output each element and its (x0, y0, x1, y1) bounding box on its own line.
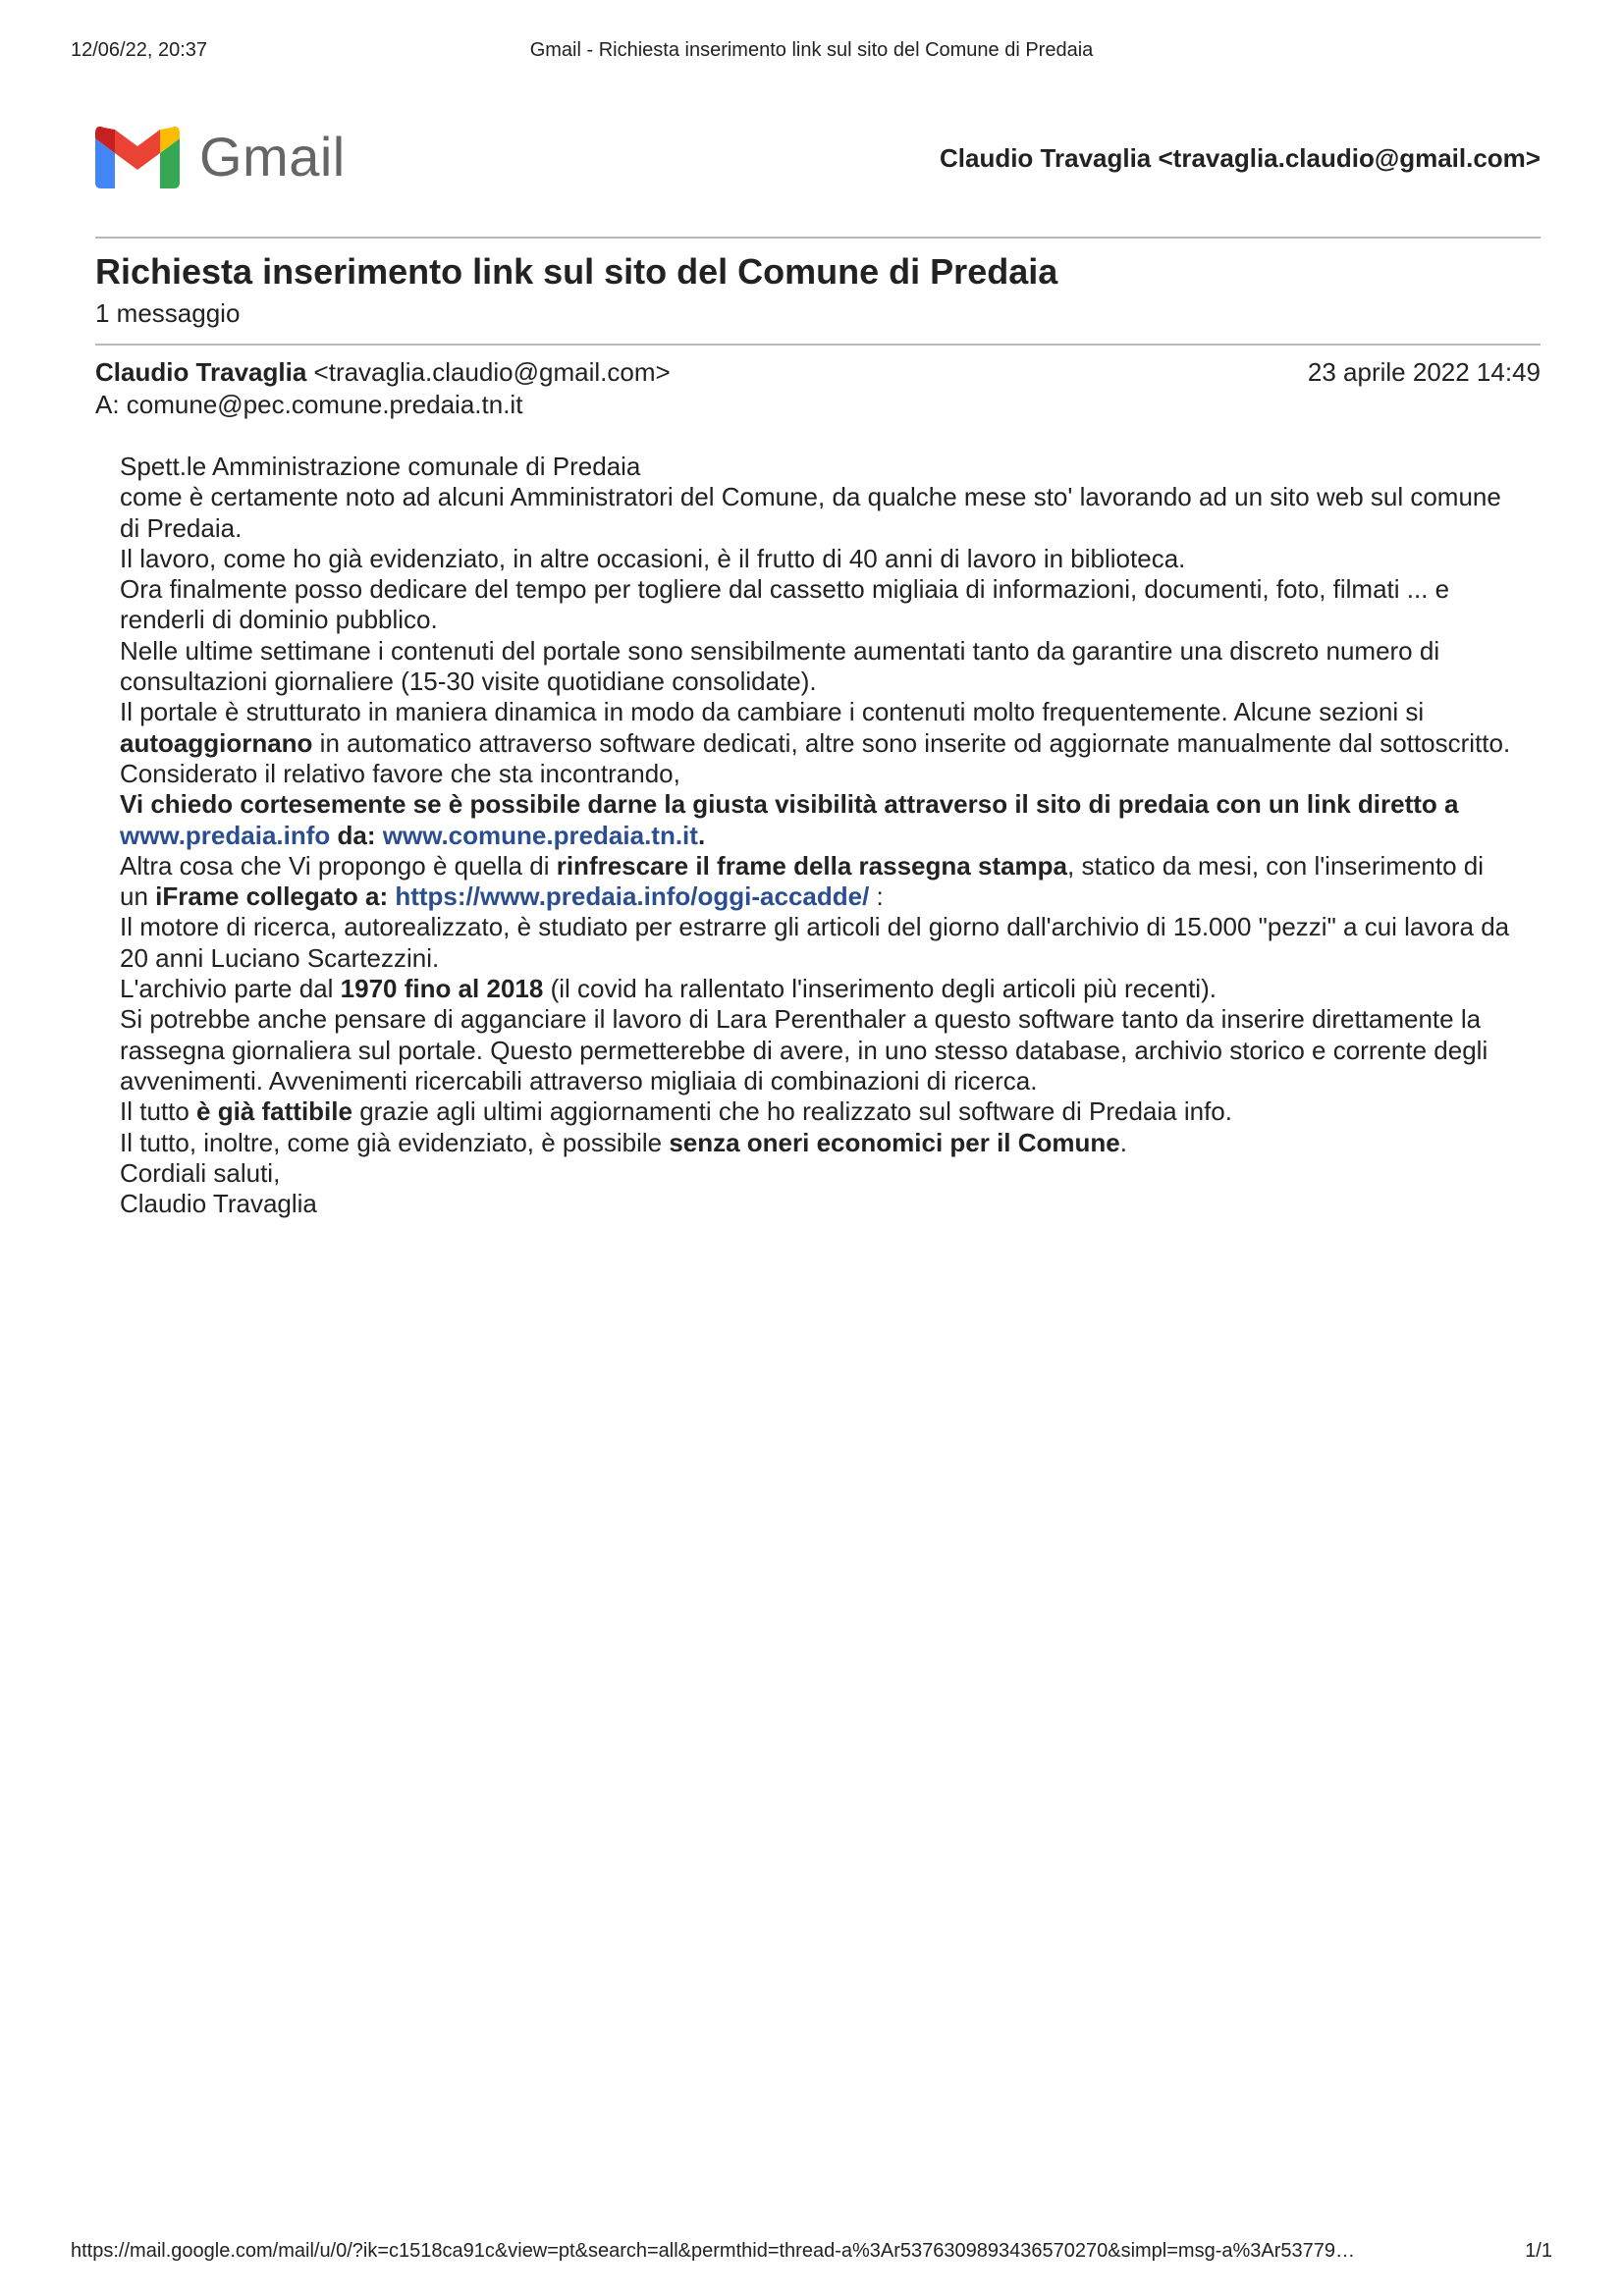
print-header (71, 39, 1552, 63)
gmail-wordmark: Gmail (199, 126, 346, 187)
message-body (120, 452, 1514, 1219)
body-line: Ora finalmente posso dedicare del tempo per togliere dal cassetto migliaia di informazioni, documenti, foto, filmati ... e renderli di dominio pubblico. (120, 574, 1450, 635)
page-number: 1/1 (1525, 2240, 1552, 2262)
body-line: Il motore di ricerca, autorealizzato, è studiato per estrarre gli articoli del giorno dall'archivio di 15.000 "pezzi" a cui lavora da 20 anni Luciano Scartezzini. (120, 912, 1510, 973)
body-line: Claudio Travaglia (120, 1189, 317, 1219)
body-line: Il lavoro, come ho già evidenziato, in altre occasioni, è il frutto di 40 anni di lavoro in biblioteca. (120, 543, 1186, 573)
account-identity: Claudio Travaglia <travaglia.claudio@gmail.com> (939, 143, 1541, 173)
sender-line (95, 357, 671, 388)
gmail-logo (95, 126, 346, 188)
body-line: Cordiali saluti, (120, 1157, 281, 1188)
divider (95, 344, 1541, 346)
sender-email: <travaglia.claudio@gmail.com> (313, 357, 671, 387)
recipient-line: A: comune@pec.comune.predaia.tn.it (95, 390, 523, 419)
thread-subject: Richiesta inserimento link sul sito del Comune di Predaia (95, 251, 1058, 292)
link-oggi-accadde[interactable]: https://www.predaia.info/oggi-accadde/ (395, 881, 870, 912)
gmail-m-logo-icon (95, 126, 180, 188)
print-title: Gmail - Richiesta inserimento link sul sito del Comune di Predaia (529, 39, 1094, 61)
print-url: https://mail.google.com/mail/u/0/?ik=c1518ca91c&view=pt&search=all&permthid=thread-a%3Ar5376309893436570270&simpl=msg-a%3Ar53779… (71, 2240, 1356, 2262)
body-line: Considerato il relativo favore che sta incontrando, (120, 758, 680, 788)
body-line: Vi chiedo cortesemente se è possibile darne la giusta visibilità attraverso il sito di predaia con un link diretto a www.predaia.info da: www.comune.predaia.tn.it. (120, 789, 1459, 850)
body-line: Il portale è strutturato in maniera dinamica in modo da cambiare i contenuti molto frequentemente. Alcune sezioni si autoaggiornano in automatico attraverso software dedicati, altre sono inserite od aggiornate manualmente dal sottoscritto. (120, 697, 1511, 758)
link-comune-predaia[interactable]: www.comune.predaia.tn.it (382, 820, 698, 850)
body-line: Altra cosa che Vi propongo è quella di rinfrescare il frame della rassegna stampa, statico da mesi, con l'inserimento di un iFrame collegato a: https://www.predaia.info/oggi-accadde/ : (120, 850, 1485, 912)
divider (95, 237, 1541, 239)
print-footer (71, 2240, 1552, 2264)
body-line: L'archivio parte dal 1970 fino al 2018 (il covid ha rallentato l'inserimento degli articoli più recenti). (120, 974, 1217, 1004)
message-date: 23 aprile 2022 14:49 (1307, 357, 1541, 387)
body-line: Nelle ultime settimane i contenuti del portale sono sensibilmente aumentati tanto da garantire una discreto numero di consultazioni giornaliere (15-30 visite quotidiane consolidate). (120, 635, 1440, 697)
sender-name: Claudio Travaglia (95, 357, 307, 387)
link-predaia-info[interactable]: www.predaia.info (120, 820, 331, 850)
print-datetime: 12/06/22, 20:37 (71, 39, 208, 61)
body-line: Il tutto è già fattibile grazie agli ultimi aggiornamenti che ho realizzato sul software di Predaia info. (120, 1096, 1232, 1127)
message-count: 1 messaggio (95, 298, 241, 328)
body-line: come è certamente noto ad alcuni Amministratori del Comune, da qualche mese sto' lavorando ad un sito web sul comune di Predaia. (120, 482, 1501, 543)
body-line: Il tutto, inoltre, come già evidenziato, è possibile senza oneri economici per il Comune. (120, 1127, 1127, 1157)
body-line: Si potrebbe anche pensare di agganciare il lavoro di Lara Perenthaler a questo software tanto da inserire direttamente la rassegna giornaliera sul portale. Questo permetterebbe di avere, in uno stesso database, archivio storico e corrente degli avvenimenti. Avvenimenti ricercabili attraverso migliaia di combinazioni di ricerca. (120, 1004, 1488, 1095)
body-line: Spett.le Amministrazione comunale di Predaia (120, 452, 641, 481)
